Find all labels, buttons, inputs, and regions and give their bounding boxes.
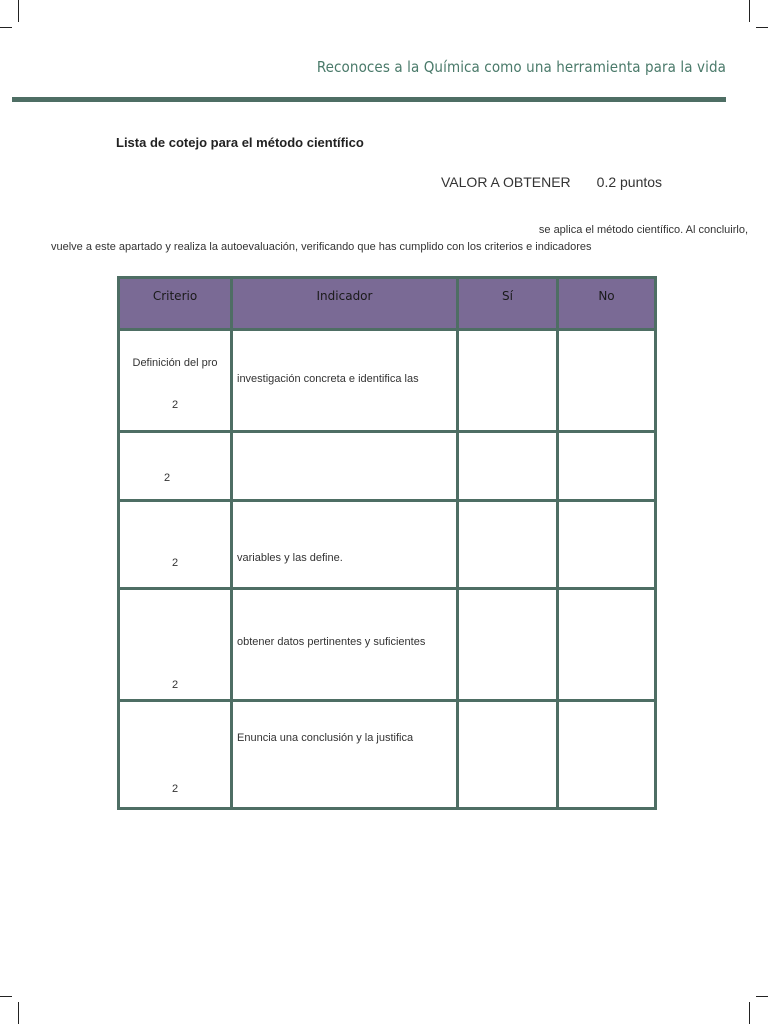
criterio-points: 2 bbox=[171, 678, 179, 691]
si-cell[interactable] bbox=[458, 588, 558, 700]
crop-mark-top-left-h bbox=[0, 27, 12, 28]
crop-mark-bottom-right-h bbox=[756, 996, 768, 997]
document-title: Lista de cotejo para el método científico bbox=[116, 135, 364, 150]
criterio-cell bbox=[119, 432, 232, 501]
criterio-cell bbox=[119, 330, 232, 432]
indicador-text: investigación concreta e identifica las bbox=[237, 373, 419, 386]
table-row bbox=[119, 501, 656, 589]
criterio-cell bbox=[119, 501, 232, 589]
no-cell[interactable] bbox=[558, 501, 656, 589]
table-row bbox=[119, 700, 656, 808]
crop-mark-bottom-left-v bbox=[18, 1002, 19, 1024]
indicador-text: obtener datos pertinentes y suficientes bbox=[237, 635, 426, 648]
criterio-points: 2 bbox=[171, 557, 179, 570]
valor-points: 0.2 puntos bbox=[596, 174, 663, 190]
criterio-text: Definición del pro bbox=[132, 357, 218, 370]
indicador-cell bbox=[232, 432, 458, 501]
no-cell[interactable] bbox=[558, 588, 656, 700]
indicador-cell bbox=[232, 501, 458, 589]
si-cell[interactable] bbox=[458, 330, 558, 432]
table-row bbox=[119, 432, 656, 501]
criterio-cell bbox=[119, 588, 232, 700]
header-no: No bbox=[558, 278, 656, 330]
table-header-row bbox=[119, 278, 656, 330]
crop-mark-bottom-right-v bbox=[749, 1002, 750, 1024]
si-cell[interactable] bbox=[458, 700, 558, 808]
crop-mark-top-right-v bbox=[749, 0, 750, 22]
header-si: Sí bbox=[458, 278, 558, 330]
criterio-points: 2 bbox=[171, 782, 179, 795]
crop-mark-top-left-v bbox=[18, 0, 19, 22]
valor-label: VALOR A OBTENER bbox=[441, 174, 571, 190]
si-cell[interactable] bbox=[458, 501, 558, 589]
indicador-cell bbox=[232, 700, 458, 808]
no-cell[interactable] bbox=[558, 432, 656, 501]
valor-line bbox=[441, 174, 662, 190]
no-cell[interactable] bbox=[558, 330, 656, 432]
checklist-table bbox=[117, 276, 657, 810]
crop-mark-bottom-left-h bbox=[0, 996, 12, 997]
indicador-text: variables y las define. bbox=[237, 552, 343, 565]
criterio-cell bbox=[119, 700, 232, 808]
header-criterio: Criterio bbox=[119, 278, 232, 330]
header-rule bbox=[12, 97, 726, 102]
header-indicador: Indicador bbox=[232, 278, 458, 330]
criterio-points: 2 bbox=[164, 472, 171, 485]
no-cell[interactable] bbox=[558, 700, 656, 808]
crop-mark-top-right-h bbox=[756, 27, 768, 28]
indicador-text: Enuncia una conclusión y la justifica bbox=[237, 731, 414, 744]
criterio-points: 2 bbox=[171, 399, 179, 412]
table-row bbox=[119, 588, 656, 700]
indicador-cell bbox=[232, 588, 458, 700]
indicador-cell bbox=[232, 330, 458, 432]
intro-line-1: se aplica el método científico. Al concluirlo, bbox=[538, 224, 748, 236]
table-row bbox=[119, 330, 656, 432]
intro-line-2: vuelve a este apartado y realiza la autoevaluación, verificando que has cumplido con los criterios e indicadores bbox=[51, 241, 592, 253]
si-cell[interactable] bbox=[458, 432, 558, 501]
running-header: Reconoces a la Química como una herramienta para la vida bbox=[316, 58, 726, 76]
